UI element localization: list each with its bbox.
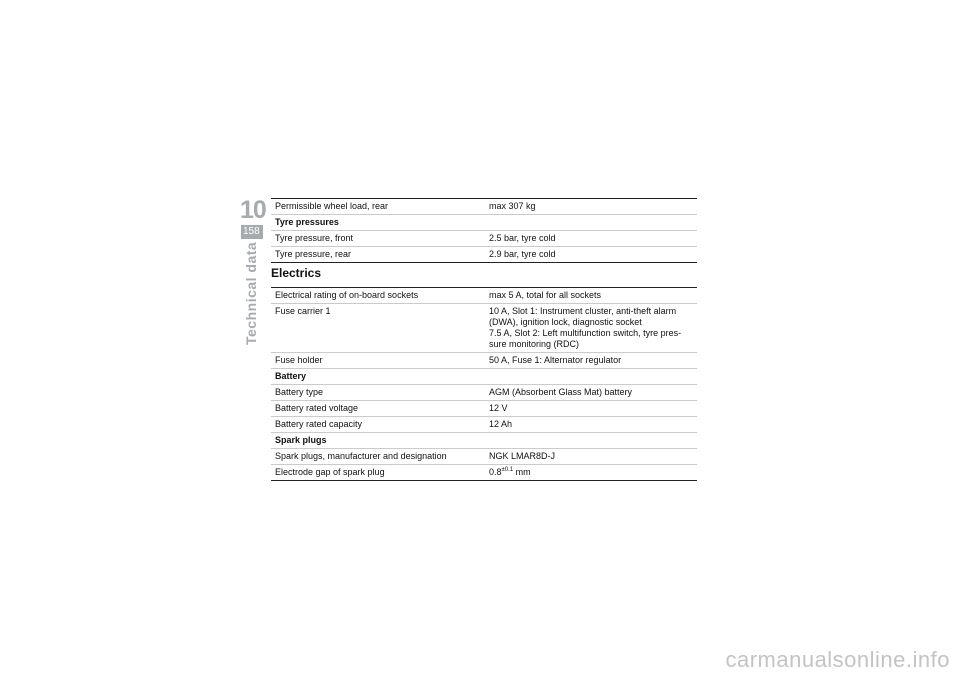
table-row <box>271 288 697 304</box>
spec-value: max 5 A, total for all sockets <box>485 288 697 304</box>
value-line: 7.5 A, Slot 2: Left multifunction switch, tyre pres- <box>489 328 682 338</box>
section-title: Technical data <box>243 241 259 345</box>
table-row <box>271 247 697 263</box>
spec-label: Electrical rating of on-board sockets <box>271 288 485 304</box>
value-line: (DWA), ignition lock, diagnostic socket <box>489 317 642 327</box>
table-row <box>271 304 697 353</box>
table-row <box>271 449 697 465</box>
spec-label: Fuse holder <box>271 353 485 369</box>
group-row <box>271 215 697 231</box>
group-label: Tyre pressures <box>271 215 697 231</box>
value-tolerance: ±0.1 <box>501 467 514 473</box>
spec-label: Spark plugs, manufacturer and designation <box>271 449 485 465</box>
value-unit: mm <box>515 467 531 477</box>
group-row <box>271 369 697 385</box>
value-base: 0.8 <box>489 467 502 477</box>
spec-label: Battery rated voltage <box>271 401 485 417</box>
spec-label: Battery rated capacity <box>271 417 485 433</box>
spec-label: Battery type <box>271 385 485 401</box>
group-row <box>271 433 697 449</box>
spec-value <box>485 465 697 481</box>
spec-value: 2.5 bar, tyre cold <box>485 231 697 247</box>
spec-value: max 307 kg <box>485 199 697 215</box>
table-row <box>271 465 697 481</box>
group-label: Spark plugs <box>271 433 697 449</box>
watermark: carmanualsonline.info <box>725 647 950 672</box>
table-row <box>271 231 697 247</box>
page-number: 158 <box>241 225 263 239</box>
section-heading-electrics: Electrics <box>271 266 322 280</box>
table-row <box>271 199 697 215</box>
tyre-spec-table <box>271 198 697 263</box>
spec-value-multiline <box>485 304 697 353</box>
spec-value: NGK LMAR8D-J <box>485 449 697 465</box>
value-line: 10 A, Slot 1: Instrument cluster, anti-theft alarm <box>489 306 677 316</box>
spec-value: 12 V <box>485 401 697 417</box>
spec-label: Tyre pressure, front <box>271 231 485 247</box>
table-row <box>271 401 697 417</box>
spec-label: Tyre pressure, rear <box>271 247 485 263</box>
table-row <box>271 417 697 433</box>
spec-value: AGM (Absorbent Glass Mat) battery <box>485 385 697 401</box>
spec-value: 50 A, Fuse 1: Alternator regulator <box>485 353 697 369</box>
table-row <box>271 385 697 401</box>
spec-value: 2.9 bar, tyre cold <box>485 247 697 263</box>
value-line: sure monitoring (RDC) <box>489 339 580 349</box>
chapter-number: 10 <box>240 196 266 224</box>
spec-label: Fuse carrier 1 <box>271 304 485 353</box>
spec-label: Permissible wheel load, rear <box>271 199 485 215</box>
electrics-spec-table <box>271 287 697 481</box>
spec-label: Electrode gap of spark plug <box>271 465 485 481</box>
spec-value: 12 Ah <box>485 417 697 433</box>
table-row <box>271 353 697 369</box>
group-label: Battery <box>271 369 697 385</box>
